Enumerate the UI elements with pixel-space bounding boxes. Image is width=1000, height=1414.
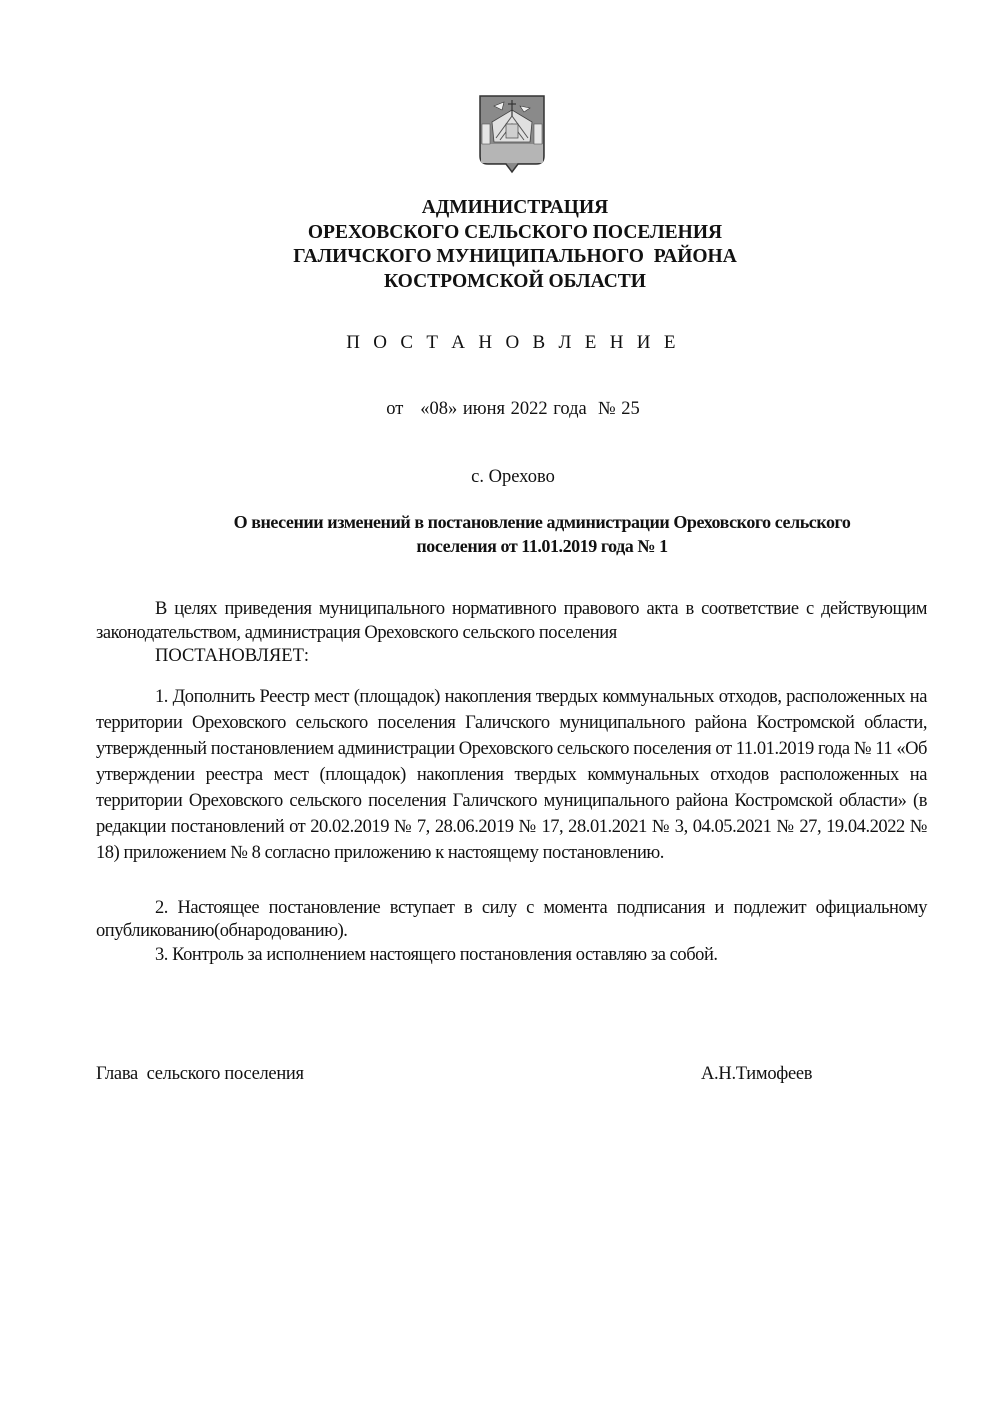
clause-2 [96,897,927,943]
document-title [170,510,914,558]
title-line: поселения от 11.01.2019 года № 1 [416,536,668,556]
header-line: АДМИНИСТРАЦИЯ [421,197,609,218]
header-line: ГАЛИЧСКОГО МУНИЦИПАЛЬНОГО РАЙОНА [293,246,737,267]
document-place: с. Орехово [471,467,555,487]
signatory-name: А.Н.Тимофеев [701,1064,813,1084]
issuer-header [0,196,1000,294]
title-line: О внесении изменений в постановление администрации Ореховского сельского [233,512,851,532]
preamble-text: В целях приведения муниципального нормативного правового акта в соответствие с действующим законодательством, администрация Ореховского сельского поселения [96,599,927,643]
coat-of-arms-icon [478,94,546,174]
document-date-number: от «08» июня 2022 года № 25 [386,399,640,419]
signatory-position: Глава сельского поселения [96,1064,304,1084]
preamble [96,597,927,645]
document-type: П О С Т А Н О В Л Е Н И Е [346,332,680,353]
clause-3 [96,943,927,967]
clause-text: 2. Настоящее постановление вступает в силу с момента подписания и подлежит официальному опубликованию(обнародованию). [96,898,927,941]
header-line: КОСТРОМСКОЙ ОБЛАСТИ [384,270,646,292]
clause-text: 1. Дополнить Реестр мест (площадок) накопления твердых коммунальных отходов, расположенных на территории Ореховского сельского поселения Галичского муниципального района Костромской области, утвержденный постановлением администрации Ореховского сельского поселения от 11.01.2019 года № 11 «Об утверждении реестра мест (площадок) накопления твердых коммунальных отходов расположенных на территории Ореховского сельского поселения Галичского муниципального района Костромской области» (в редакции постановлений от 20.02.2019 № 7, 28.06.2019 № 17, 28.01.2021 № 3, 04.05.2021 № 27, 19.04.2022 № 18) приложением № 8 согласно приложению к настоящему постановлению. [96,687,927,863]
clause-text: 3. Контроль за исполнением настоящего постановления оставляю за собой. [155,945,718,965]
header-line: ОРЕХОВСКОГО СЕЛЬСКОГО ПОСЕЛЕНИЯ [307,221,723,243]
decree-word: ПОСТАНОВЛЯЕТ: [155,646,310,666]
clause-1 [96,684,927,866]
